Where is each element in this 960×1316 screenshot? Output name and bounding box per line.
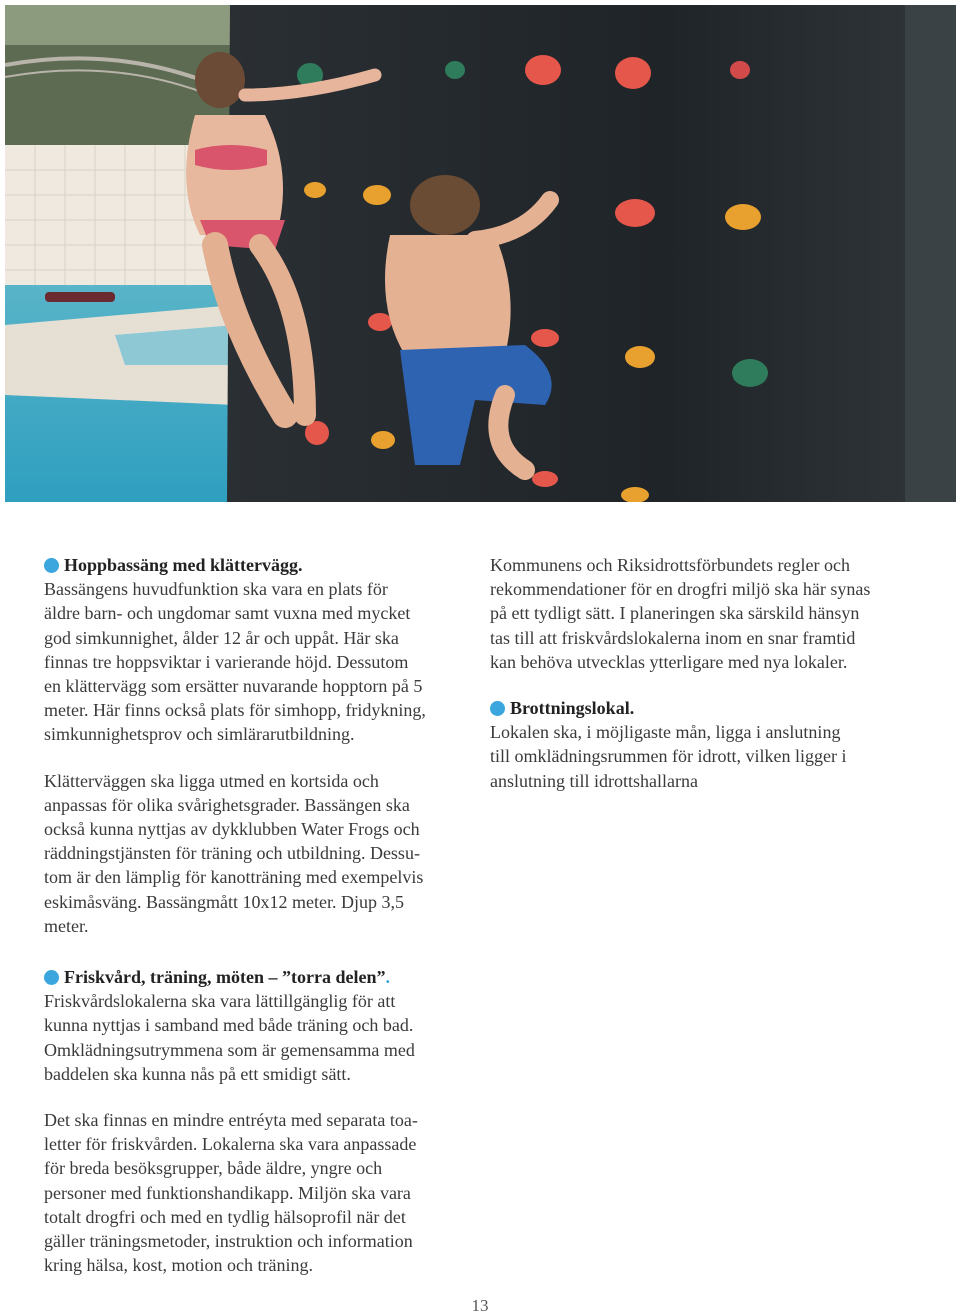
photo-illustration <box>5 5 956 502</box>
text-line: finnas tre hoppsviktar i varierande höjd. Dessutom <box>44 651 409 672</box>
paragraph-friskvard-2 <box>44 1108 484 1277</box>
text-line: gäller träningsmetoder, instruktion och information <box>44 1231 413 1252</box>
text-line: kring hälsa, kost, motion och träning. <box>44 1255 313 1276</box>
text-line: räddningstjänsten för träning och utbildning. Dessu- <box>44 843 420 864</box>
paragraph-friskvard-1 <box>44 989 484 1086</box>
text-line: anslutning till idrottshallarna <box>490 770 698 791</box>
text-line: letter för friskvården. Lokalerna ska vara anpassade <box>44 1134 417 1155</box>
text-line: på ett tydligt sätt. I planeringen ska särskild hänsyn <box>490 603 860 624</box>
text-line: Omklädningsutrymmena som är gemensamma med <box>44 1039 415 1060</box>
text-line: meter. <box>44 915 89 936</box>
text-line: rekommendationer för en drogfri miljö ska här synas <box>490 579 871 600</box>
right-column <box>490 553 930 793</box>
text-line: meter. Här finns också plats för simhopp, fridykning, <box>44 700 426 721</box>
text-line: anpassas för olika svårighetsgrader. Bassängen ska <box>44 794 410 815</box>
text-line: Friskvårdslokalerna ska vara lättillgänglig för att <box>44 991 396 1012</box>
text-line: äldre barn- och ungdomar samt vuxna med mycket <box>44 603 411 624</box>
heading-text: Brottningslokal. <box>510 698 635 719</box>
text-line: personer med funktionshandikapp. Miljön ska vara <box>44 1182 411 1203</box>
text-line: Klätterväggen ska ligga utmed en kortsida och <box>44 770 379 791</box>
section-heading-hoppbassang <box>44 553 484 577</box>
section-heading-brottning <box>490 696 930 720</box>
paragraph-brottning <box>490 720 930 793</box>
text-line: kan behöva utvecklas ytterligare med nya lokaler. <box>490 651 848 672</box>
text-line: tom är den lämplig för kanotträning med exempelvis <box>44 867 424 888</box>
text-line: en klättervägg som ersätter nuvarande hopptorn på 5 <box>44 676 423 697</box>
paragraph-hoppbassang-1 <box>44 577 484 746</box>
text-line: Det ska finnas en mindre entréyta med separata toa- <box>44 1110 418 1131</box>
text-line: Bassängens huvudfunktion ska vara en plats för <box>44 579 388 600</box>
paragraph-kommunens <box>490 553 930 674</box>
text-line: baddelen ska kunna nås på ett smidigt sätt. <box>44 1063 351 1084</box>
left-column-bottom <box>44 965 484 1277</box>
text-line: tas till att friskvårdslokalerna inom en snar framtid <box>490 627 856 648</box>
text-line: Lokalen ska, i möjligaste mån, ligga i anslutning <box>490 722 841 743</box>
text-line: eskimåsväng. Bassängmått 10x12 meter. Djup 3,5 <box>44 891 404 912</box>
paragraph-hoppbassang-2 <box>44 769 484 938</box>
heading-text: Hoppbassäng med klättervägg. <box>64 555 303 575</box>
text-line: kunna nyttjas i samband med både träning och bad. <box>44 1015 414 1036</box>
text-line: till omklädningsrummen för idrott, vilken ligger i <box>490 746 847 767</box>
climbing-wall-photo <box>5 5 956 502</box>
bullet-dot-icon <box>44 970 59 985</box>
heading-text: Friskvård, träning, möten – ”torra delen” <box>64 967 386 987</box>
bullet-dot-icon <box>490 701 505 716</box>
text-line: god simkunnighet, ålder 12 år och uppåt. Här ska <box>44 627 399 648</box>
left-column-top <box>44 553 484 938</box>
text-line: totalt drogfri och med en tydlig hälsoprofil när det <box>44 1206 406 1227</box>
bullet-dot-icon <box>44 558 59 573</box>
text-line: Kommunens och Riksidrottsförbundets regler och <box>490 555 850 575</box>
page-number: 13 <box>471 1296 489 1315</box>
text-line: för breda besöksgrupper, både äldre, yngre och <box>44 1158 383 1179</box>
heading-dot: . <box>385 967 390 987</box>
section-heading-friskvard <box>44 965 484 989</box>
text-line: simkunnighetsprov och simlärarutbildning. <box>44 724 355 745</box>
text-line: också kunna nyttjas av dykklubben Water Frogs och <box>44 819 420 840</box>
